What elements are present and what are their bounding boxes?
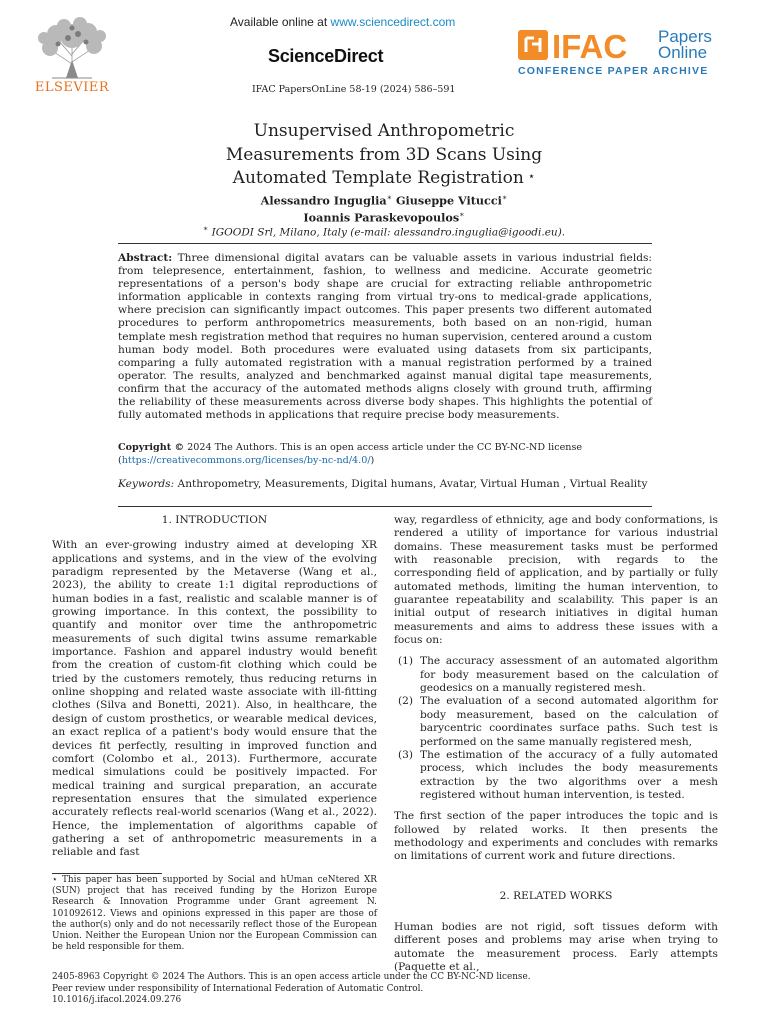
footnote-mark: ⋆: [52, 875, 58, 885]
author-3: Ioannis Paraskevopoulos: [303, 210, 460, 225]
copyright-label: Copyright ©: [118, 442, 185, 453]
author-line-2: [140, 208, 628, 225]
license-link-open: (: [118, 454, 122, 466]
title-line-3-text: Automated Template Registration: [232, 168, 524, 188]
copyright-text: 2024 The Authors. This is an open access article under the CC BY-NC-ND license: [184, 442, 583, 453]
intro-closing-paragraph: The first section of the paper introduces the topic and is followed by related works. It then presents the methodology and experiments and concludes with remarks on limitations of current work and future directions.: [394, 810, 718, 863]
footer-license-line: 2405-8963 Copyright © 2024 The Authors. This is an open access article under the CC BY-NC-ND license.: [52, 972, 531, 982]
item-number: (3): [398, 748, 414, 761]
author-3-mark: ∗: [459, 209, 465, 219]
author-2-mark: ∗: [501, 193, 508, 202]
abstract-top-rule: [118, 243, 652, 244]
sciencedirect-link[interactable]: www.sciencedirect.com: [330, 15, 456, 29]
item-text: The accuracy assessment of an automated algorithm for body measurement based on the calculation of geodesics on a manually registered mesh.: [420, 655, 718, 695]
affiliation-text: IGOODI Srl, Milano, Italy (e-mail: alessandro.inguglia@igoodi.eu).: [208, 226, 566, 239]
footnote-text: This paper has been supported by Social and hUman ceNtered XR (SUN) project that has received funding by the Horizon Europe Research & Innovation Programme under Grant agreement N. 101092612. Views and opinions expressed in this paper are those of the author(s) only and do not necessarily reflect those of the European Union. Neither the European Union nor the European Commission can be held responsible for them.: [52, 875, 377, 953]
copyright-notice: [118, 442, 652, 467]
contribution-item: [394, 655, 718, 695]
sciencedirect-wordmark: ScienceDirect: [268, 46, 384, 66]
left-column: [52, 514, 377, 860]
author-line-1: [140, 191, 628, 208]
ifac-online-text: Online: [658, 43, 708, 62]
license-link-close: ): [370, 454, 375, 466]
item-text: The evaluation of a second automated algorithm for body measurement, based on the calculation of barycentric coordinates surface paths. Such test is performed on the same manually registered mesh,: [420, 695, 718, 748]
title-line-3: [140, 167, 628, 191]
title-line-1: Unsupervised Anthropometric: [253, 121, 515, 141]
author-list: [140, 191, 628, 224]
footer-doi: 10.1016/j.ifacol.2024.09.276: [52, 995, 182, 1006]
item-text: The estimation of the accuracy of a fully automated process, which includes the body measurements extraction by the two algorithms over a mesh registered without human intervention, is tested.: [420, 748, 718, 801]
keywords: [118, 478, 652, 491]
paper-title: [140, 120, 628, 191]
ifac-papers-text: Papers: [658, 27, 712, 46]
license-link[interactable]: https://creativecommons.org/licenses/by-nc-nd/4.0/: [121, 454, 371, 466]
affiliation-mark: ∗: [202, 224, 209, 233]
ifac-archive-caption: CONFERENCE PAPER ARCHIVE: [518, 65, 709, 77]
page-footer: [52, 972, 712, 1007]
author-1: Alessandro Inguglia: [260, 193, 387, 208]
intro-heading: 1. INTRODUCTION: [161, 514, 268, 526]
title-line-2: Measurements from 3D Scans Using: [225, 144, 543, 165]
available-online-text: Available online at: [230, 15, 331, 29]
right-column: [394, 514, 718, 974]
footnote-rule: [52, 873, 162, 874]
affiliation: [120, 224, 648, 239]
footer-peer-review-line: Peer review under responsibility of International Federation of Automatic Control.: [52, 983, 424, 994]
related-works-heading: 2. RELATED WORKS: [499, 889, 613, 902]
funding-footnote: [52, 875, 377, 953]
title-footnote-star: ⋆: [527, 169, 536, 183]
elsevier-wordmark: ELSEVIER: [34, 80, 110, 95]
contribution-list: [394, 655, 718, 802]
ifac-logo-text: IFAC: [552, 28, 628, 65]
keywords-text: Anthropometry, Measurements, Digital humans, Avatar, Virtual Human , Virtual Reality: [174, 478, 648, 490]
related-works-paragraph: Human bodies are not rigid, soft tissues deform with different poses and problems may arise when trying to automate the measurement process. Early attempts (Paquette et al.,: [394, 920, 718, 973]
item-number: (2): [398, 695, 414, 708]
contribution-item: [394, 749, 718, 802]
keywords-label: Keywords:: [118, 478, 175, 490]
available-online-notice: [230, 15, 455, 29]
abstract: [118, 252, 652, 422]
abstract-label: Abstract:: [118, 252, 173, 264]
author-1-mark: ∗: [386, 193, 393, 202]
item-number: (1): [398, 655, 414, 668]
keywords-bottom-rule: [118, 506, 652, 507]
contribution-item: [394, 695, 718, 748]
abstract-text: Three dimensional digital avatars can be valuable assets in various industrial fields: from telepresence, entertainment, fashion, to wellness and medicine. Accurate geometric representations of a person's body shape are crucial for extracting reliable anthropometric information applicable in contexts ranging from virtual try-ons to medical-grade applications, where precision can significantly impact outcomes. This paper presents two different automated procedures to perform anthropometrics measurements, both based on an non-rigid, human template mesh registration method that requires no human supervision, centered around a custom human body model. Both procedures were evaluated using datasets from six participants, comparing a fully automated registration with a manual registration performed by a trained operator. The results, analyzed and benchmarked against manual digital tape measurements, confirm that the accuracy of the automated methods aligns closely with ground truth, affirming the reliability of these measurements across diverse body shapes. This highlights the potential of fully automated methods in applications that require precise body measurements.: [118, 252, 652, 422]
intro-paragraph: With an ever-growing industry aimed at developing XR applications and systems, and in the view of the evolving paradigm represented by the Metaverse (Wang et al., 2023), the ability to create 1:1 digital reproductions of human bodies in a fast, realistic and scalable manner is of growing importance. In this context, the possibility to quantify and monitor over time the anthropometric measurements of such digital twins assume remarkable importance. Fashion and apparel industry would benefit from the creation of custom-fit clothing which could be tried by the customers remotely, thus reducing returns in online shopping and related waste associate with ill-fitting clothes (Silva and Bonetti, 2021). Also, in healthcare, the design of custom prosthetics, or wearable medical devices, an exact replica of a patient's body would ensure that the devices fit perfectly, resulting in improved function and comfort (Colombo et al., 2013). Furthermore, accurate medical simulations could be positively impacted. For medical training and surgical preparation, an accurate representation ensures that the simulated experience accurately reflects real-world scenarios (Wang et al., 2022). Hence, the implementation of algorithms capable of gathering a set of anthropometric measurements in a reliable and fast: [52, 539, 377, 859]
intro-paragraph-continued: way, regardless of ethnicity, age and body conformations, is rendered a utility of importance for various industrial domains. These measurement tasks must be performed with reasonable precision, with regards to the corresponding field of application, and by partially or fully automated methods, limiting the human intervention, to guarantee repeatability and scalability. This paper is an initial output of research initiatives in digital human measurements and aims to address these issues with a focus on:: [394, 514, 718, 647]
author-2: Giuseppe Vitucci: [392, 193, 502, 208]
journal-reference: IFAC PapersOnLine 58-19 (2024) 586–591: [252, 84, 456, 95]
